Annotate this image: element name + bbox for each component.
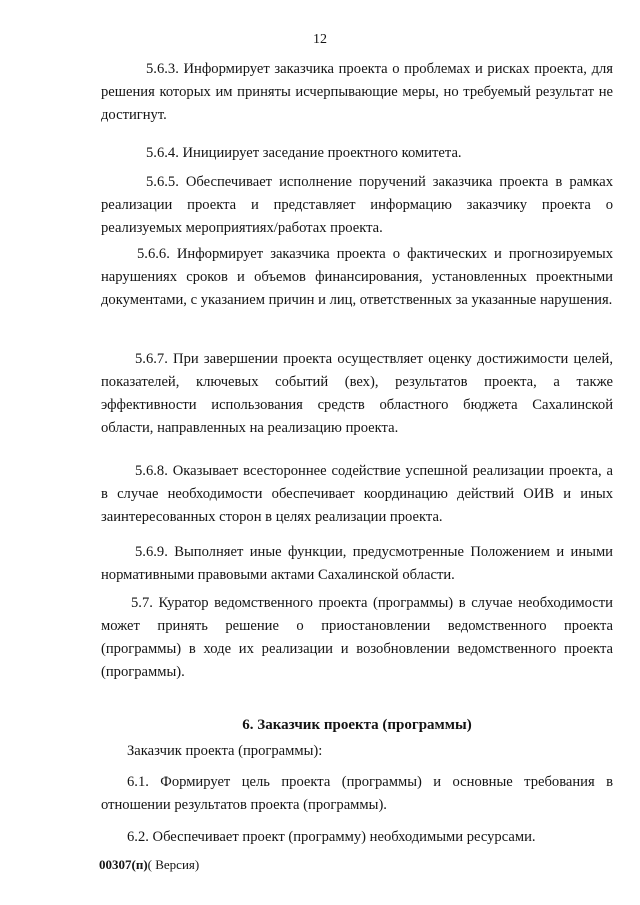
paragraph-5-7: 5.7. Куратор ведомственного проекта (программы) в случае необходимости может принять решение о приостановлении ведомственного проекта (программы) в ходе их реализации и возобновлении ведомственного проекта (программы). xyxy=(101,595,613,680)
document-code: 00307(п) xyxy=(99,857,148,872)
section-heading: 6. Заказчик проекта (программы) xyxy=(242,717,472,733)
paragraph-5-6-4: 5.6.4. Инициирует заседание проектного комитета. xyxy=(146,145,462,161)
paragraph-6-1: 6.1. Формирует цель проекта (программы) и основные требования в отношении результатов проекта (программы). xyxy=(101,774,613,813)
paragraph-5-6-6: 5.6.6. Информирует заказчика проекта о фактических и прогнозируемых нарушениях сроков и объемов финансирования, установленных проектными документами, с указанием причин и лиц, ответственных за указанные нарушения. xyxy=(101,246,613,308)
paragraph-5-6-5: 5.6.5. Обеспечивает исполнение поручений заказчика проекта в рамках реализации проекта и представляет информацию заказчику проекта о реализуемых мероприятиях/работах проекта. xyxy=(101,174,613,236)
paragraph-5-6-9: 5.6.9. Выполняет иные функции, предусмотренные Положением и иными нормативными правовыми актами Сахалинской области. xyxy=(101,544,613,583)
section-intro: Заказчик проекта (программы): xyxy=(127,743,323,759)
paragraph-5-6-3: 5.6.3. Информирует заказчика проекта о проблемах и рисках проекта, для решения которых им приняты исчерпывающие меры, но требуемый результат не достигнут. xyxy=(101,61,613,123)
paragraph-5-6-8: 5.6.8. Оказывает всестороннее содействие успешной реализации проекта, а в случае необходимости обеспечивает координацию действий ОИВ и иных заинтересованных сторон в целях реализации проекта. xyxy=(101,463,613,525)
paragraph-5-6-7: 5.6.7. При завершении проекта осуществляет оценку достижимости целей, показателей, ключевых событий (вех), результатов проекта, а также эффективности использования средств областного бюджета Сахалинской области, направленных на реализацию проекта. xyxy=(101,351,613,436)
page-number: 12 xyxy=(313,32,327,47)
footer-document-code xyxy=(99,857,199,873)
paragraph-6-2: 6.2. Обеспечивает проект (программу) необходимыми ресурсами. xyxy=(127,829,536,845)
document-version: ( Версия) xyxy=(147,857,200,872)
